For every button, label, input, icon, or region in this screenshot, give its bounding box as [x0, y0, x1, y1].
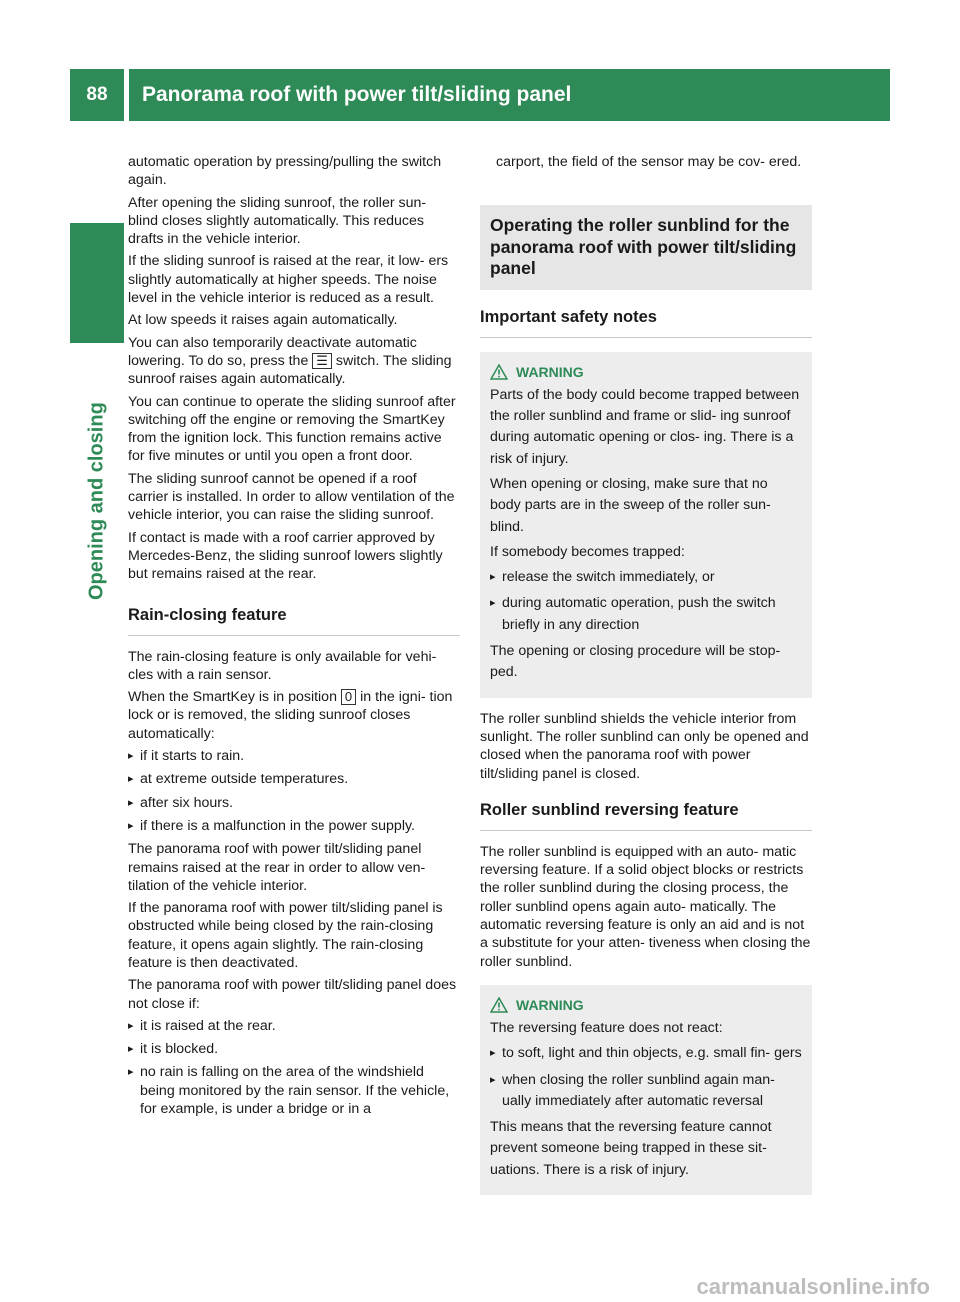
- paragraph: [128, 688, 460, 743]
- paragraph: The sliding sunroof cannot be opened if a roof carrier is installed. In order to allow ventilation of the vehicle interior, you can raise the sliding sunroof.: [128, 470, 455, 524]
- paragraph: The rain-closing feature is only available for vehi- cles with a rain sensor.: [128, 648, 437, 683]
- paragraph: If the sliding sunroof is raised at the rear, it low- ers slightly automatically at higher speeds. The noise level in the vehicle interior is reduced as a result.: [128, 253, 449, 307]
- section-heading-reversing: Roller sunblind reversing feature: [480, 801, 812, 831]
- list-item: ▸ when closing the roller sunblind again man- ually immediately after automatic reversal: [490, 1070, 802, 1113]
- list-item: ▸ to soft, light and thin objects, e.g. small fin- gers: [490, 1043, 802, 1064]
- text: You can also temporarily deactivate automatic lowering. To do so, press the: [128, 334, 417, 369]
- paragraph: If contact is made with a roof carrier approved by Mercedes-Benz, the sliding sunroof lowers slightly but remains raised at the rear.: [128, 529, 443, 583]
- warning-box: [480, 985, 812, 1195]
- bullet-list: [490, 567, 802, 636]
- paragraph: Parts of the body could become trapped between the roller sunblind and frame or slid- ing sunroof during automatic opening or clos- ing. There is a risk of injury.: [490, 386, 800, 467]
- text: in the igni- tion lock or is removed, the sliding sunroof closes automatically:: [128, 689, 453, 742]
- list-item: ▸ if there is a malfunction in the power supply.: [128, 817, 460, 835]
- paragraph: If somebody becomes trapped:: [490, 543, 685, 560]
- paragraph: If the panorama roof with power tilt/sliding panel is obstructed while being closed by the rain-closing feature, it opens again slightly. The rain-closing feature is then deactivated.: [128, 900, 443, 971]
- warning-header: [490, 997, 802, 1013]
- list-item: ▸ it is raised at the rear.: [128, 1017, 460, 1035]
- paragraph: automatic operation by pressing/pulling the switch again.: [128, 154, 442, 189]
- chapter-tab: [70, 223, 124, 343]
- list-item: ▸ release the switch immediately, or: [490, 567, 802, 588]
- list-item: ▸ at extreme outside temperatures.: [128, 770, 460, 788]
- list-item: ▸ it is blocked.: [128, 1040, 460, 1058]
- section-heading-safety: Important safety notes: [480, 308, 812, 338]
- list-item: ▸ if it starts to rain.: [128, 747, 460, 765]
- warning-label: WARNING: [516, 996, 584, 1013]
- chapter-label: Opening and closing: [85, 402, 108, 600]
- paragraph: After opening the sliding sunroof, the roller sun- blind closes slightly automatically. This reduces drafts in the vehicle interior.: [128, 194, 427, 248]
- key-position-icon: 0: [341, 689, 356, 705]
- text: When the SmartKey is in position: [128, 689, 337, 706]
- section-title: Operating the roller sunblind for the panorama roof with power tilt/sliding panel: [490, 215, 797, 279]
- paragraph: The roller sunblind shields the vehicle interior from sunlight. The roller sunblind can only be opened and closed when the panorama roof with power tilt/sliding panel is closed.: [480, 710, 809, 782]
- section-heading-rain-closing: Rain-closing feature: [128, 606, 460, 636]
- bullet-list: [128, 747, 460, 835]
- list-item: ▸ no rain is falling on the area of the windshield being monitored by the rain sensor. If the vehicle, for example, is under a bridge or in a: [128, 1063, 460, 1118]
- list-item: ▸ during automatic operation, push the switch briefly in any direction: [490, 593, 802, 636]
- watermark: carmanualsonline.info: [696, 1274, 930, 1299]
- warning-label: WARNING: [516, 363, 584, 380]
- bullet-list: [128, 1017, 460, 1118]
- right-column: [480, 153, 812, 1195]
- page-number: 88: [86, 84, 108, 105]
- paragraph: The panorama roof with power tilt/sliding panel remains raised at the rear in order to allow ven- tilation of the vehicle interior.: [128, 841, 426, 894]
- section-title-box: [480, 205, 812, 290]
- paragraph: carport, the field of the sensor may be cov- ered.: [496, 154, 802, 170]
- warning-box: [480, 352, 812, 698]
- paragraph: The roller sunblind is equipped with an auto- matic reversing feature. If a solid object blocks or restricts the roller sunblind during the closing process, the roller sunblind opens again auto- matically. The automatic reversing feature is only an aid and is not a substitute for your atten- tiveness when closing the roller sunblind.: [480, 843, 811, 970]
- paragraph: When opening or closing, make sure that no body parts are in the sweep of the roller sun- blind.: [490, 475, 771, 535]
- list-item: ▸ after six hours.: [128, 794, 460, 812]
- warning-triangle-icon: [490, 997, 508, 1013]
- paragraph: This means that the reversing feature cannot prevent someone being trapped in these sit- uations. There is a risk of injury.: [490, 1119, 772, 1178]
- left-column: [128, 153, 460, 1123]
- paragraph: At low speeds it raises again automatically.: [128, 312, 398, 329]
- paragraph: [128, 334, 460, 389]
- switch-key-icon: ☰: [312, 353, 332, 369]
- bullet-list: [490, 1043, 802, 1112]
- warning-header: [490, 364, 802, 380]
- text: switch. The sliding sunroof raises again automatically.: [128, 352, 452, 388]
- paragraph: The opening or closing procedure will be stop- ped.: [490, 643, 781, 681]
- paragraph: The panorama roof with power tilt/sliding panel does not close if:: [128, 977, 457, 1012]
- paragraph: The reversing feature does not react:: [490, 1019, 723, 1036]
- warning-triangle-icon: [490, 364, 508, 380]
- paragraph: You can continue to operate the sliding sunroof after switching off the engine or removing the SmartKey from the ignition lock. This function remains active for five minutes or until you open a front door.: [128, 393, 456, 465]
- page-title: Panorama roof with power tilt/sliding panel: [142, 83, 572, 106]
